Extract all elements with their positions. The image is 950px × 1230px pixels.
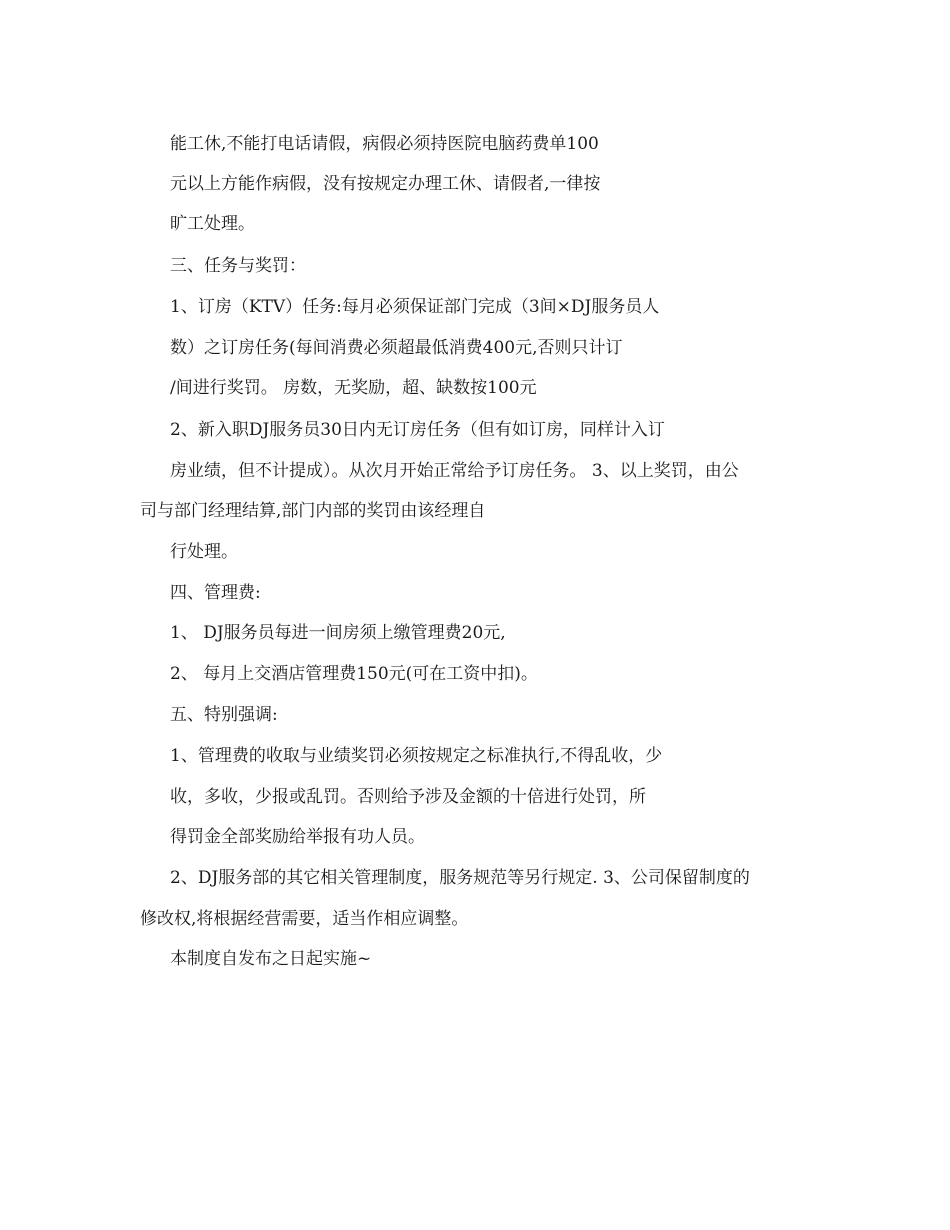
- section-heading-emphasis: 五、特别强调:: [170, 705, 278, 725]
- text-line-fee-monthly: 2、 每月上交酒店管理费150元(可在工资中扣)。: [170, 664, 538, 684]
- text-line-fee-collection: 1、管理费的收取与业绩奖罚必须按规定之标准执行,不得乱收，少: [170, 746, 663, 766]
- text-line-amendment: 修改权,将根据经营需要，适当作相应调整。: [140, 909, 469, 929]
- text-line-penalty: 收，多收，少报或乱罚。否则给予涉及金额的十倍进行处罚，所: [170, 787, 646, 807]
- text-line-absence: 旷工处理。: [170, 214, 255, 234]
- text-line-booking-task: 1、订房（KTV）任务:每月必须保证部门完成（3间×DJ服务员人: [170, 297, 660, 317]
- text-line-booking-reward: /间进行奖罚。 房数，无奖励，超、缺数按100元: [170, 378, 537, 398]
- text-line-effective: 本制度自发布之日起实施~: [170, 949, 372, 969]
- text-line-new-staff-cont: 房业绩，但不计提成）。从次月开始正常给予订房任务。 3、以上奖罚，由公: [170, 461, 739, 481]
- text-line-settlement-cont: 行处理。: [170, 542, 238, 562]
- text-line-penalty-reward: 得罚金全部奖励给举报有功人员。: [170, 827, 425, 847]
- text-line-booking-task-cont: 数）之订房任务(每间消费必须超最低消费400元,否则只计订: [170, 338, 623, 358]
- text-line-new-staff: 2、新入职DJ服务员30日内无订房任务（但有如订房，同样计入订: [170, 420, 665, 440]
- text-line-settlement: 司与部门经理结算,部门内部的奖罚由该经理自: [140, 501, 486, 521]
- text-line-leave-rules: 能工休,不能打电话请假，病假必须持医院电脑药费单100: [170, 134, 599, 154]
- section-heading-tasks-rewards: 三、任务与奖罚：: [170, 256, 306, 276]
- text-line-fee-per-room: 1、 DJ服务员每进一间房须上缴管理费20元,: [170, 623, 506, 643]
- section-heading-management-fee: 四、管理费:: [170, 583, 261, 603]
- text-line-leave-rules-cont: 元以上方能作病假，没有按规定办理工休、请假者,一律按: [170, 174, 601, 194]
- text-line-other-rules: 2、DJ服务部的其它相关管理制度，服务规范等另行规定. 3、公司保留制度的: [170, 868, 750, 888]
